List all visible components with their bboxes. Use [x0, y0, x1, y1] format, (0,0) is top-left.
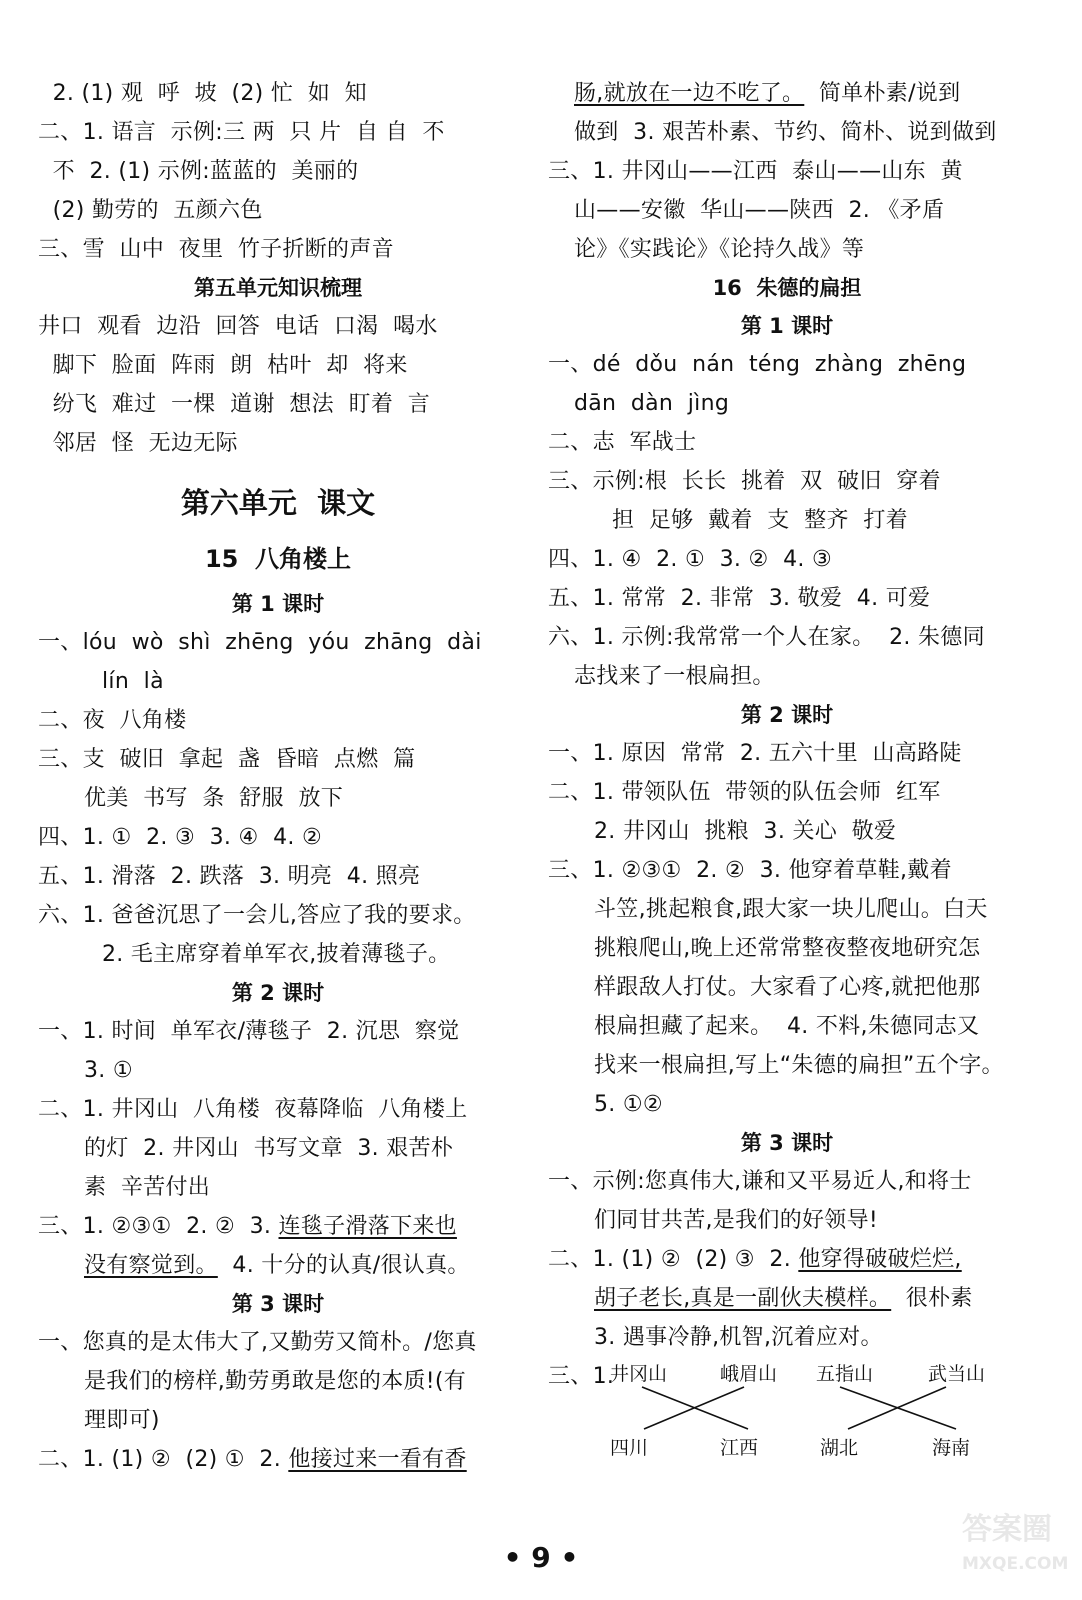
- answer-line: 二、1. 语言 示例:三 两 只 片 自 自 不: [38, 120, 445, 145]
- answer-line: 肠,就放在一边不吃了。 简单朴素/说到: [574, 81, 961, 106]
- answer-line: 六、1. 爸爸沉思了一会儿,答应了我的要求。: [38, 903, 476, 928]
- answer-line: 二、1. 带领队伍 带领的队伍会师 红军: [548, 780, 941, 805]
- period-heading: 第 3 课时: [231, 1292, 325, 1316]
- lesson-heading: 16 朱德的扁担: [712, 276, 862, 300]
- underlined-answer: 胡子老长,真是一副伙夫模样。: [594, 1286, 892, 1311]
- answer-line: 一、示例:您真伟大,谦和又平易近人,和将士: [548, 1169, 972, 1194]
- answer-line: 2. 毛主席穿着单军衣,披着薄毯子。: [102, 942, 451, 967]
- answer-line: 二、1. (1) ② (2) ① 2. 他接过来一看有香: [38, 1447, 467, 1472]
- answer-line: 四、1. ① 2. ③ 3. ④ 4. ②: [38, 825, 322, 850]
- answer-line: 三、示例:根 长长 挑着 双 破旧 穿着: [548, 469, 941, 494]
- lesson-heading: 15 八角楼上: [204, 545, 352, 573]
- province-label: 江西: [720, 1437, 759, 1459]
- answer-line: 斗笠,挑起粮食,跟大家一块儿爬山。白天: [594, 897, 988, 922]
- answer-line: 三、1. ②③① 2. ② 3. 他穿着草鞋,戴着: [548, 858, 952, 883]
- answer-line: 3. ①: [84, 1058, 133, 1083]
- underlined-answer: 连毯子滑落下来也: [278, 1214, 457, 1239]
- match-line: [848, 1387, 946, 1429]
- mountain-label: 五指山: [816, 1363, 874, 1385]
- answer-line: 理即可): [84, 1408, 160, 1433]
- answer-line: 做到 3. 艰苦朴素、节约、简朴、说到做到: [574, 120, 997, 145]
- answer-line: 一、lóu wò shì zhēng yóu zhāng dài: [38, 630, 482, 655]
- answer-line: 论》《实践论》《论持久战》等: [574, 237, 865, 262]
- answer-line: 二、1. 井冈山 八角楼 夜幕降临 八角楼上: [38, 1097, 468, 1122]
- answer-line: 没有察觉到。 4. 十分的认真/很认真。: [84, 1253, 470, 1278]
- page-number: • 9 •: [503, 1541, 579, 1574]
- answer-line: 挑粮爬山,晚上还常常整夜整夜地研究怎: [594, 936, 981, 961]
- answer-line: 不 2. (1) 示例:蓝蓝的 美丽的: [38, 159, 359, 184]
- answer-line: 优美 书写 条 舒服 放下: [84, 786, 344, 811]
- province-label: 四川: [610, 1437, 649, 1459]
- unit-heading: 第六单元 课文: [180, 486, 376, 520]
- period-heading: 第 2 课时: [231, 981, 325, 1005]
- section-heading: 第五单元知识梳理: [194, 276, 362, 300]
- answer-line: 井口 观看 边沿 回答 电话 口渴 喝水: [38, 314, 438, 339]
- watermark-logo: [958, 1498, 1068, 1593]
- answer-line: 一、您真的是太伟大了,又勤劳又简朴。/您真: [38, 1330, 477, 1355]
- answer-line: 胡子老长,真是一副伙夫模样。 很朴素: [594, 1286, 973, 1311]
- answer-line: 山——安徽 华山——陕西 2. 《矛盾: [574, 198, 945, 223]
- answer-line: 3. 遇事冷静,机智,沉着应对。: [594, 1325, 883, 1350]
- answer-line: 根扁担藏了起来。 4. 不料,朱德同志又: [594, 1014, 980, 1039]
- answer-line: 们同甘共苦,是我们的好领导!: [594, 1208, 879, 1233]
- watermark-text: 答案圈: [962, 1512, 1052, 1547]
- answer-line: lín là: [102, 669, 164, 694]
- mountain-label: 井冈山: [610, 1363, 668, 1385]
- mountain-label: 峨眉山: [720, 1363, 778, 1385]
- answer-line: 五、1. 常常 2. 非常 3. 敬爱 4. 可爱: [548, 586, 931, 611]
- answer-line: 邻居 怪 无边无际: [38, 431, 238, 456]
- answer-line: 的灯 2. 井冈山 书写文章 3. 艰苦朴: [84, 1136, 454, 1161]
- period-heading: 第 3 课时: [740, 1131, 834, 1155]
- answer-line: 纷飞 难过 一棵 道谢 想法 盯着 言: [38, 392, 431, 417]
- answer-line: 三、雪 山中 夜里 竹子折断的声音: [38, 237, 394, 262]
- answer-line: 二、夜 八角楼: [38, 708, 187, 733]
- underlined-answer: 没有察觉到。: [84, 1253, 218, 1278]
- watermark-url: MXQE.COM: [962, 1554, 1069, 1574]
- answer-line: 三、1. ②③① 2. ② 3. 连毯子滑落下来也: [38, 1214, 457, 1239]
- right-column: [548, 74, 1026, 1467]
- matching-diagram: [548, 1357, 1026, 1467]
- answer-line: 2. 井冈山 挑粮 3. 关心 敬爱: [594, 819, 897, 844]
- answer-line: 样跟敌人打仗。大家看了心疼,就把他那: [594, 975, 981, 1000]
- underlined-answer: 他接过来一看有香: [288, 1447, 467, 1472]
- period-heading: 第 2 课时: [740, 703, 834, 727]
- mountain-label: 武当山: [928, 1363, 986, 1385]
- province-label: 湖北: [820, 1437, 859, 1459]
- answer-line: 找来一根扁担,写上“朱德的扁担”五个字。: [594, 1053, 1004, 1078]
- period-heading: 第 1 课时: [740, 314, 834, 338]
- answer-line: 脚下 脸面 阵雨 朗 枯叶 却 将来: [38, 353, 408, 378]
- answer-line: 三、支 破旧 拿起 盏 昏暗 点燃 篇: [38, 747, 416, 772]
- answer-line: 2. (1) 观 呼 坡 (2) 忙 如 知: [38, 81, 367, 106]
- province-label: 海南: [932, 1437, 971, 1459]
- answer-line: 志找来了一根扁担。: [574, 664, 775, 689]
- answer-line: 三、1. 井冈山——江西 泰山——山东 黄: [548, 159, 963, 184]
- underlined-answer: 他穿得破破烂烂,: [798, 1247, 962, 1272]
- answer-line: 一、1. 原因 常常 2. 五六十里 山高路陡: [548, 741, 962, 766]
- answer-line: 二、志 军战士: [548, 430, 697, 455]
- answer-line: 5. ①②: [594, 1092, 663, 1117]
- answer-line: 五、1. 滑落 2. 跌落 3. 明亮 4. 照亮: [38, 864, 421, 889]
- answer-line: 二、1. (1) ② (2) ③ 2. 他穿得破破烂烂,: [548, 1247, 962, 1272]
- answer-line: 一、dé dǒu nán téng zhàng zhēng: [548, 352, 967, 377]
- left-column: [38, 74, 518, 1479]
- answer-line: 三、1.: [548, 1364, 615, 1389]
- answer-line: (2) 勤劳的 五颜六色: [38, 198, 263, 223]
- answer-line: dān dàn jìng: [574, 391, 730, 416]
- answer-line: 是我们的榜样,勤劳勇敢是您的本质!(有: [84, 1369, 467, 1394]
- answer-line: 四、1. ④ 2. ① 3. ② 4. ③: [548, 547, 832, 572]
- answer-line: 担 足够 戴着 支 整齐 打着: [612, 508, 908, 533]
- answer-line: 一、1. 时间 单军衣/薄毯子 2. 沉思 察觉: [38, 1019, 460, 1044]
- answer-line: 六、1. 示例:我常常一个人在家。 2. 朱德同: [548, 625, 985, 650]
- answer-line: 素 辛苦付出: [84, 1175, 211, 1200]
- period-heading: 第 1 课时: [231, 592, 325, 616]
- underlined-answer: 肠,就放在一边不吃了。: [574, 81, 805, 106]
